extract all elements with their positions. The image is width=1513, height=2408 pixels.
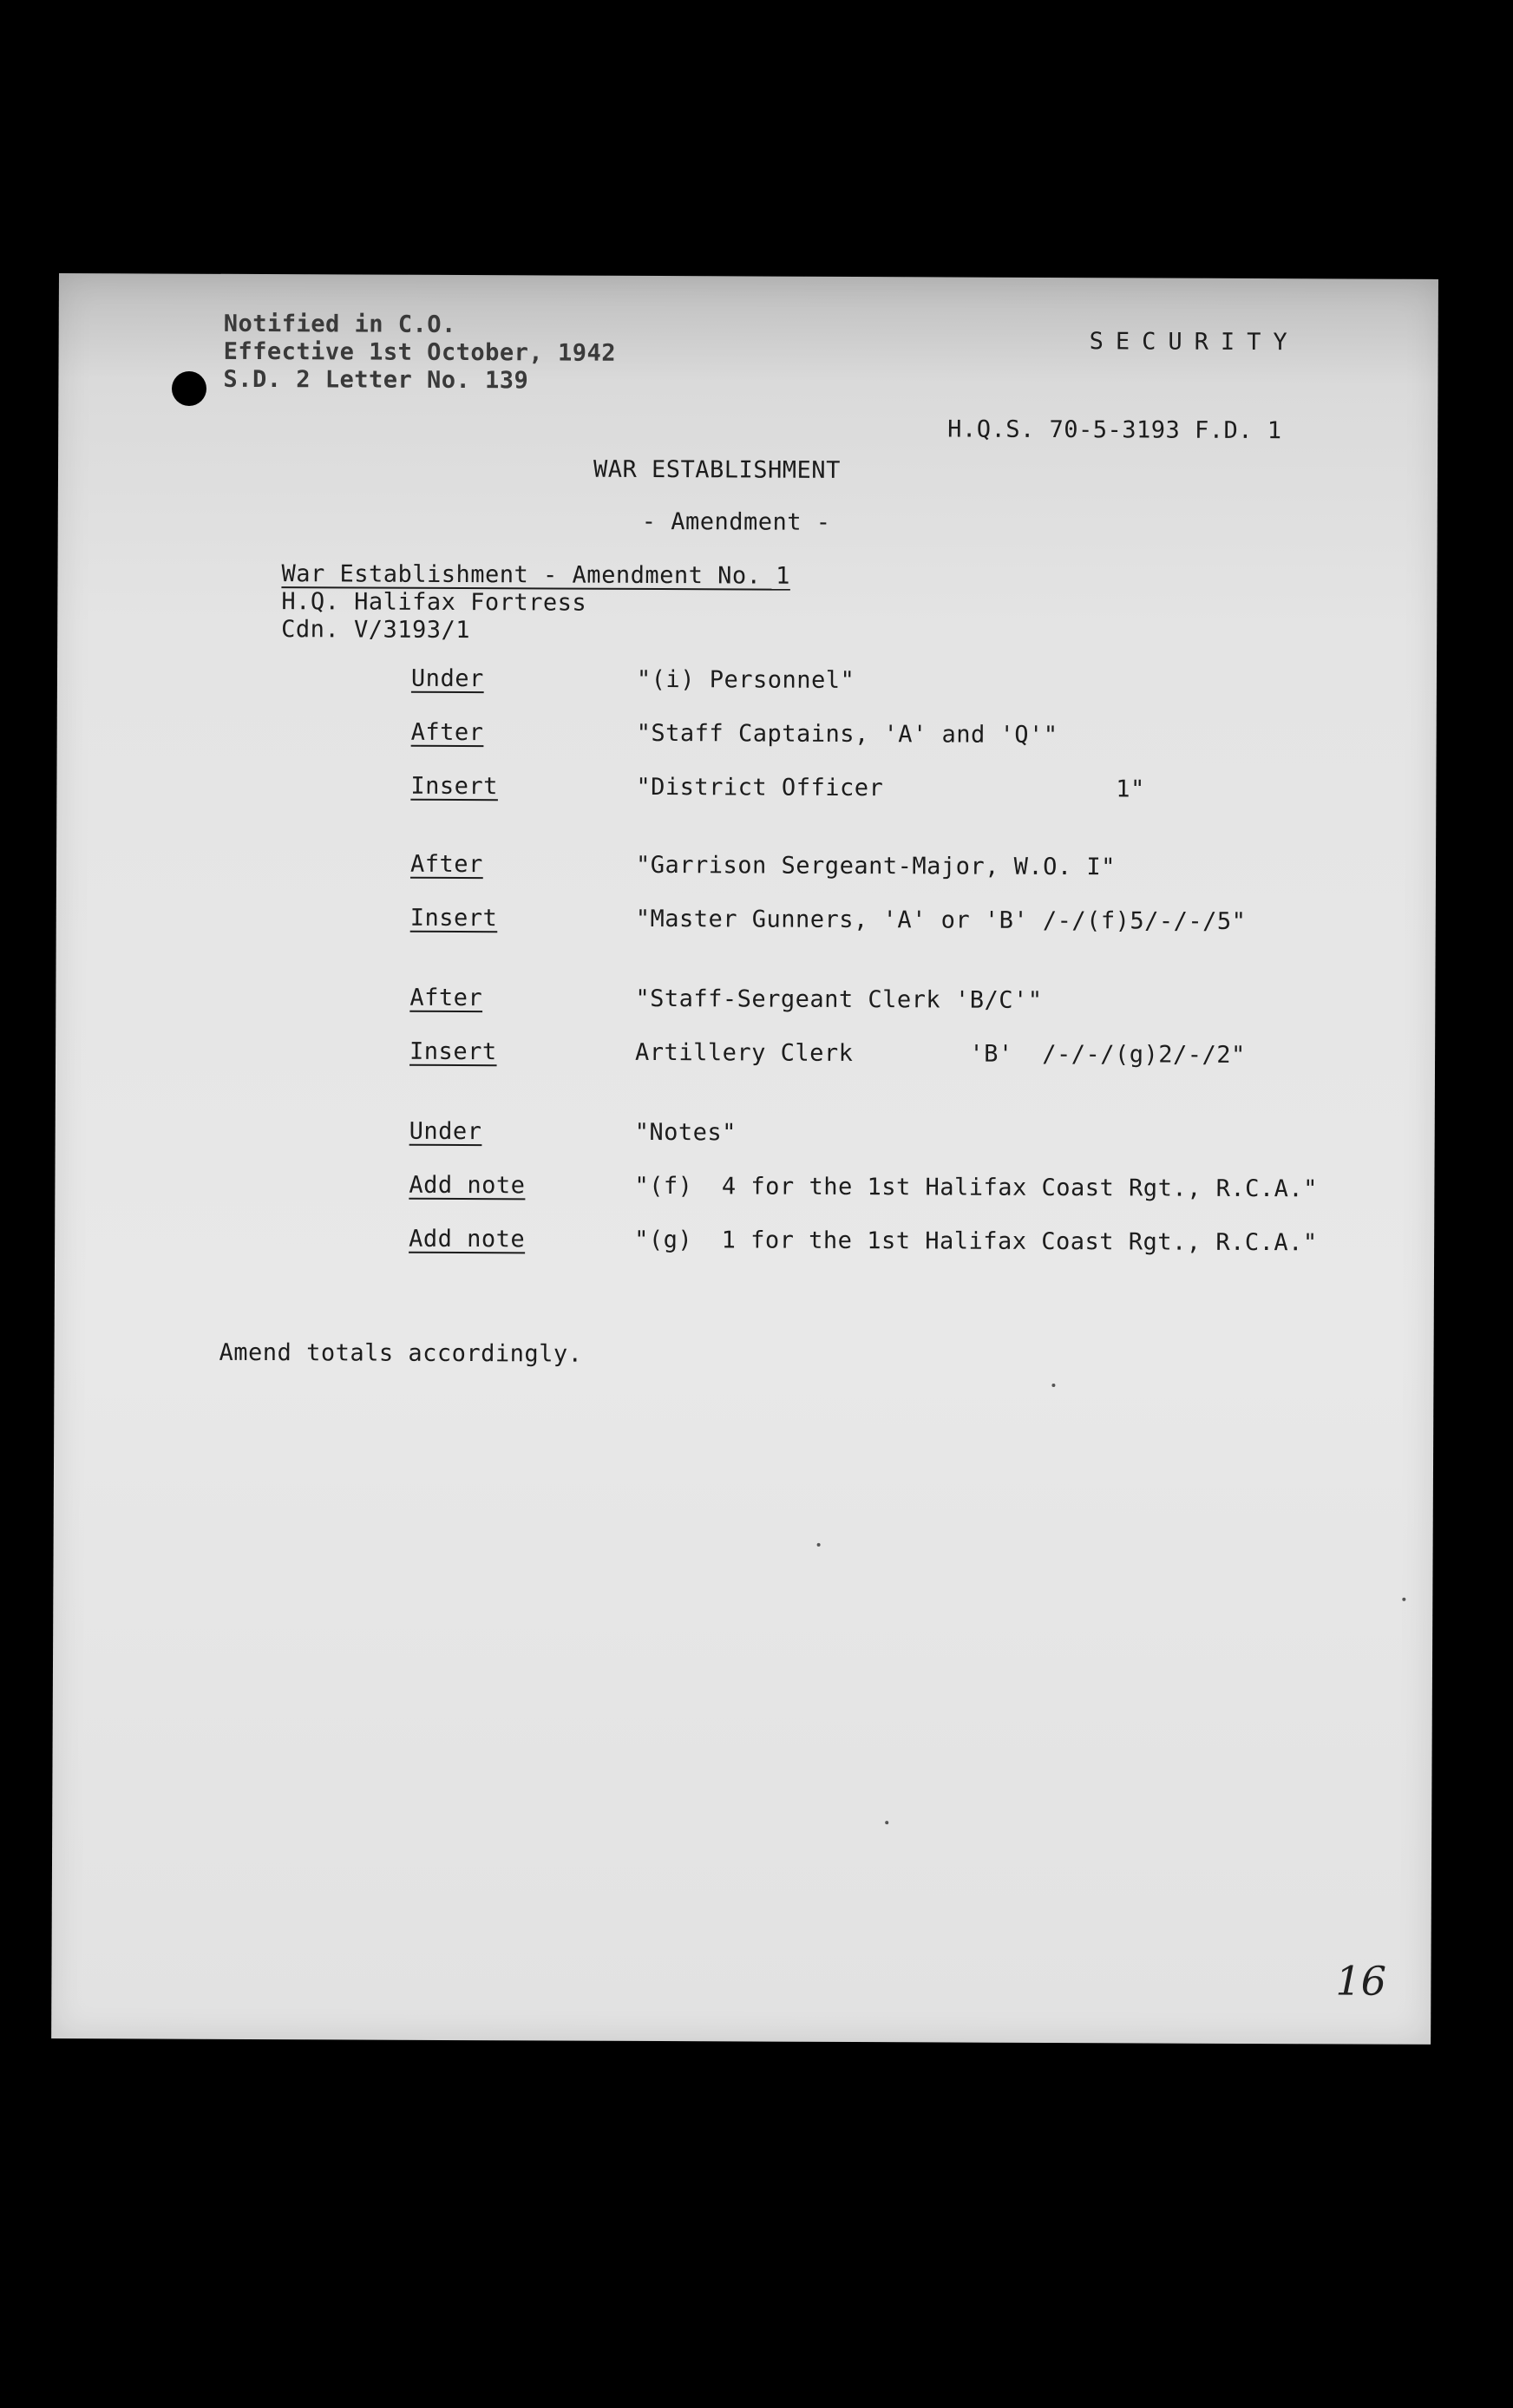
document-page xyxy=(51,273,1438,2045)
amendment-text: "Notes" xyxy=(634,1118,737,1147)
amendment-text: "(f) 4 for the 1st Halifax Coast Rgt., R.C.A." xyxy=(634,1172,1318,1203)
effective-date-line: Effective 1st October, 1942 xyxy=(223,337,617,367)
amendment-text: "Staff-Sergeant Clerk 'B/C'" xyxy=(635,985,1043,1014)
paper-speck xyxy=(817,1543,821,1547)
unit-name: H.Q. Halifax Fortress xyxy=(281,588,587,617)
amendment-action: Insert xyxy=(409,1037,497,1066)
amendment-action: After xyxy=(410,718,484,747)
punch-hole xyxy=(172,371,206,406)
paper-speck xyxy=(1402,1598,1405,1601)
amendment-action: Under xyxy=(410,664,484,693)
amendment-text: "Staff Captains, 'A' and 'Q'" xyxy=(636,719,1058,749)
amendment-action: Insert xyxy=(409,904,498,932)
amendment-action: Add note xyxy=(409,1171,526,1200)
amendment-text: "Master Gunners, 'A' or 'B' /-/(f)5/-/-/5" xyxy=(635,905,1247,935)
amendment-text: "(g) 1 for the 1st Halifax Coast Rgt., R.C.A." xyxy=(634,1226,1318,1257)
amendment-text: "(i) Personnel" xyxy=(636,665,855,695)
handwritten-page-number: 16 xyxy=(1335,1957,1387,2005)
document-title: WAR ESTABLISHMENT xyxy=(593,455,841,484)
amendment-action: After xyxy=(409,850,483,879)
amendment-action: Under xyxy=(409,1117,482,1146)
paper-speck xyxy=(885,1821,888,1824)
amendment-action: Insert xyxy=(410,772,499,801)
amendment-action: After xyxy=(409,984,483,1012)
security-classification: SECURITY xyxy=(1089,328,1300,357)
establishment-number: Cdn. V/3193/1 xyxy=(281,616,471,645)
amendment-reference: War Establishment - Amendment No. 1 xyxy=(281,560,791,590)
amendment-text: Artillery Clerk 'B' /-/-/(g)2/-/2" xyxy=(635,1038,1246,1069)
letter-reference-line: S.D. 2 Letter No. 139 xyxy=(223,365,529,395)
closing-instruction: Amend totals accordingly. xyxy=(219,1338,583,1368)
notified-line: Notified in C.O. xyxy=(223,310,456,338)
file-number: H.Q.S. 70-5-3193 F.D. 1 xyxy=(947,416,1282,445)
document-subtitle: - Amendment - xyxy=(641,507,831,536)
amendment-text: "District Officer 1" xyxy=(636,773,1145,803)
amendment-text: "Garrison Sergeant-Major, W.O. I" xyxy=(635,851,1117,881)
paper-speck xyxy=(1051,1384,1055,1387)
amendment-action: Add note xyxy=(409,1225,526,1253)
